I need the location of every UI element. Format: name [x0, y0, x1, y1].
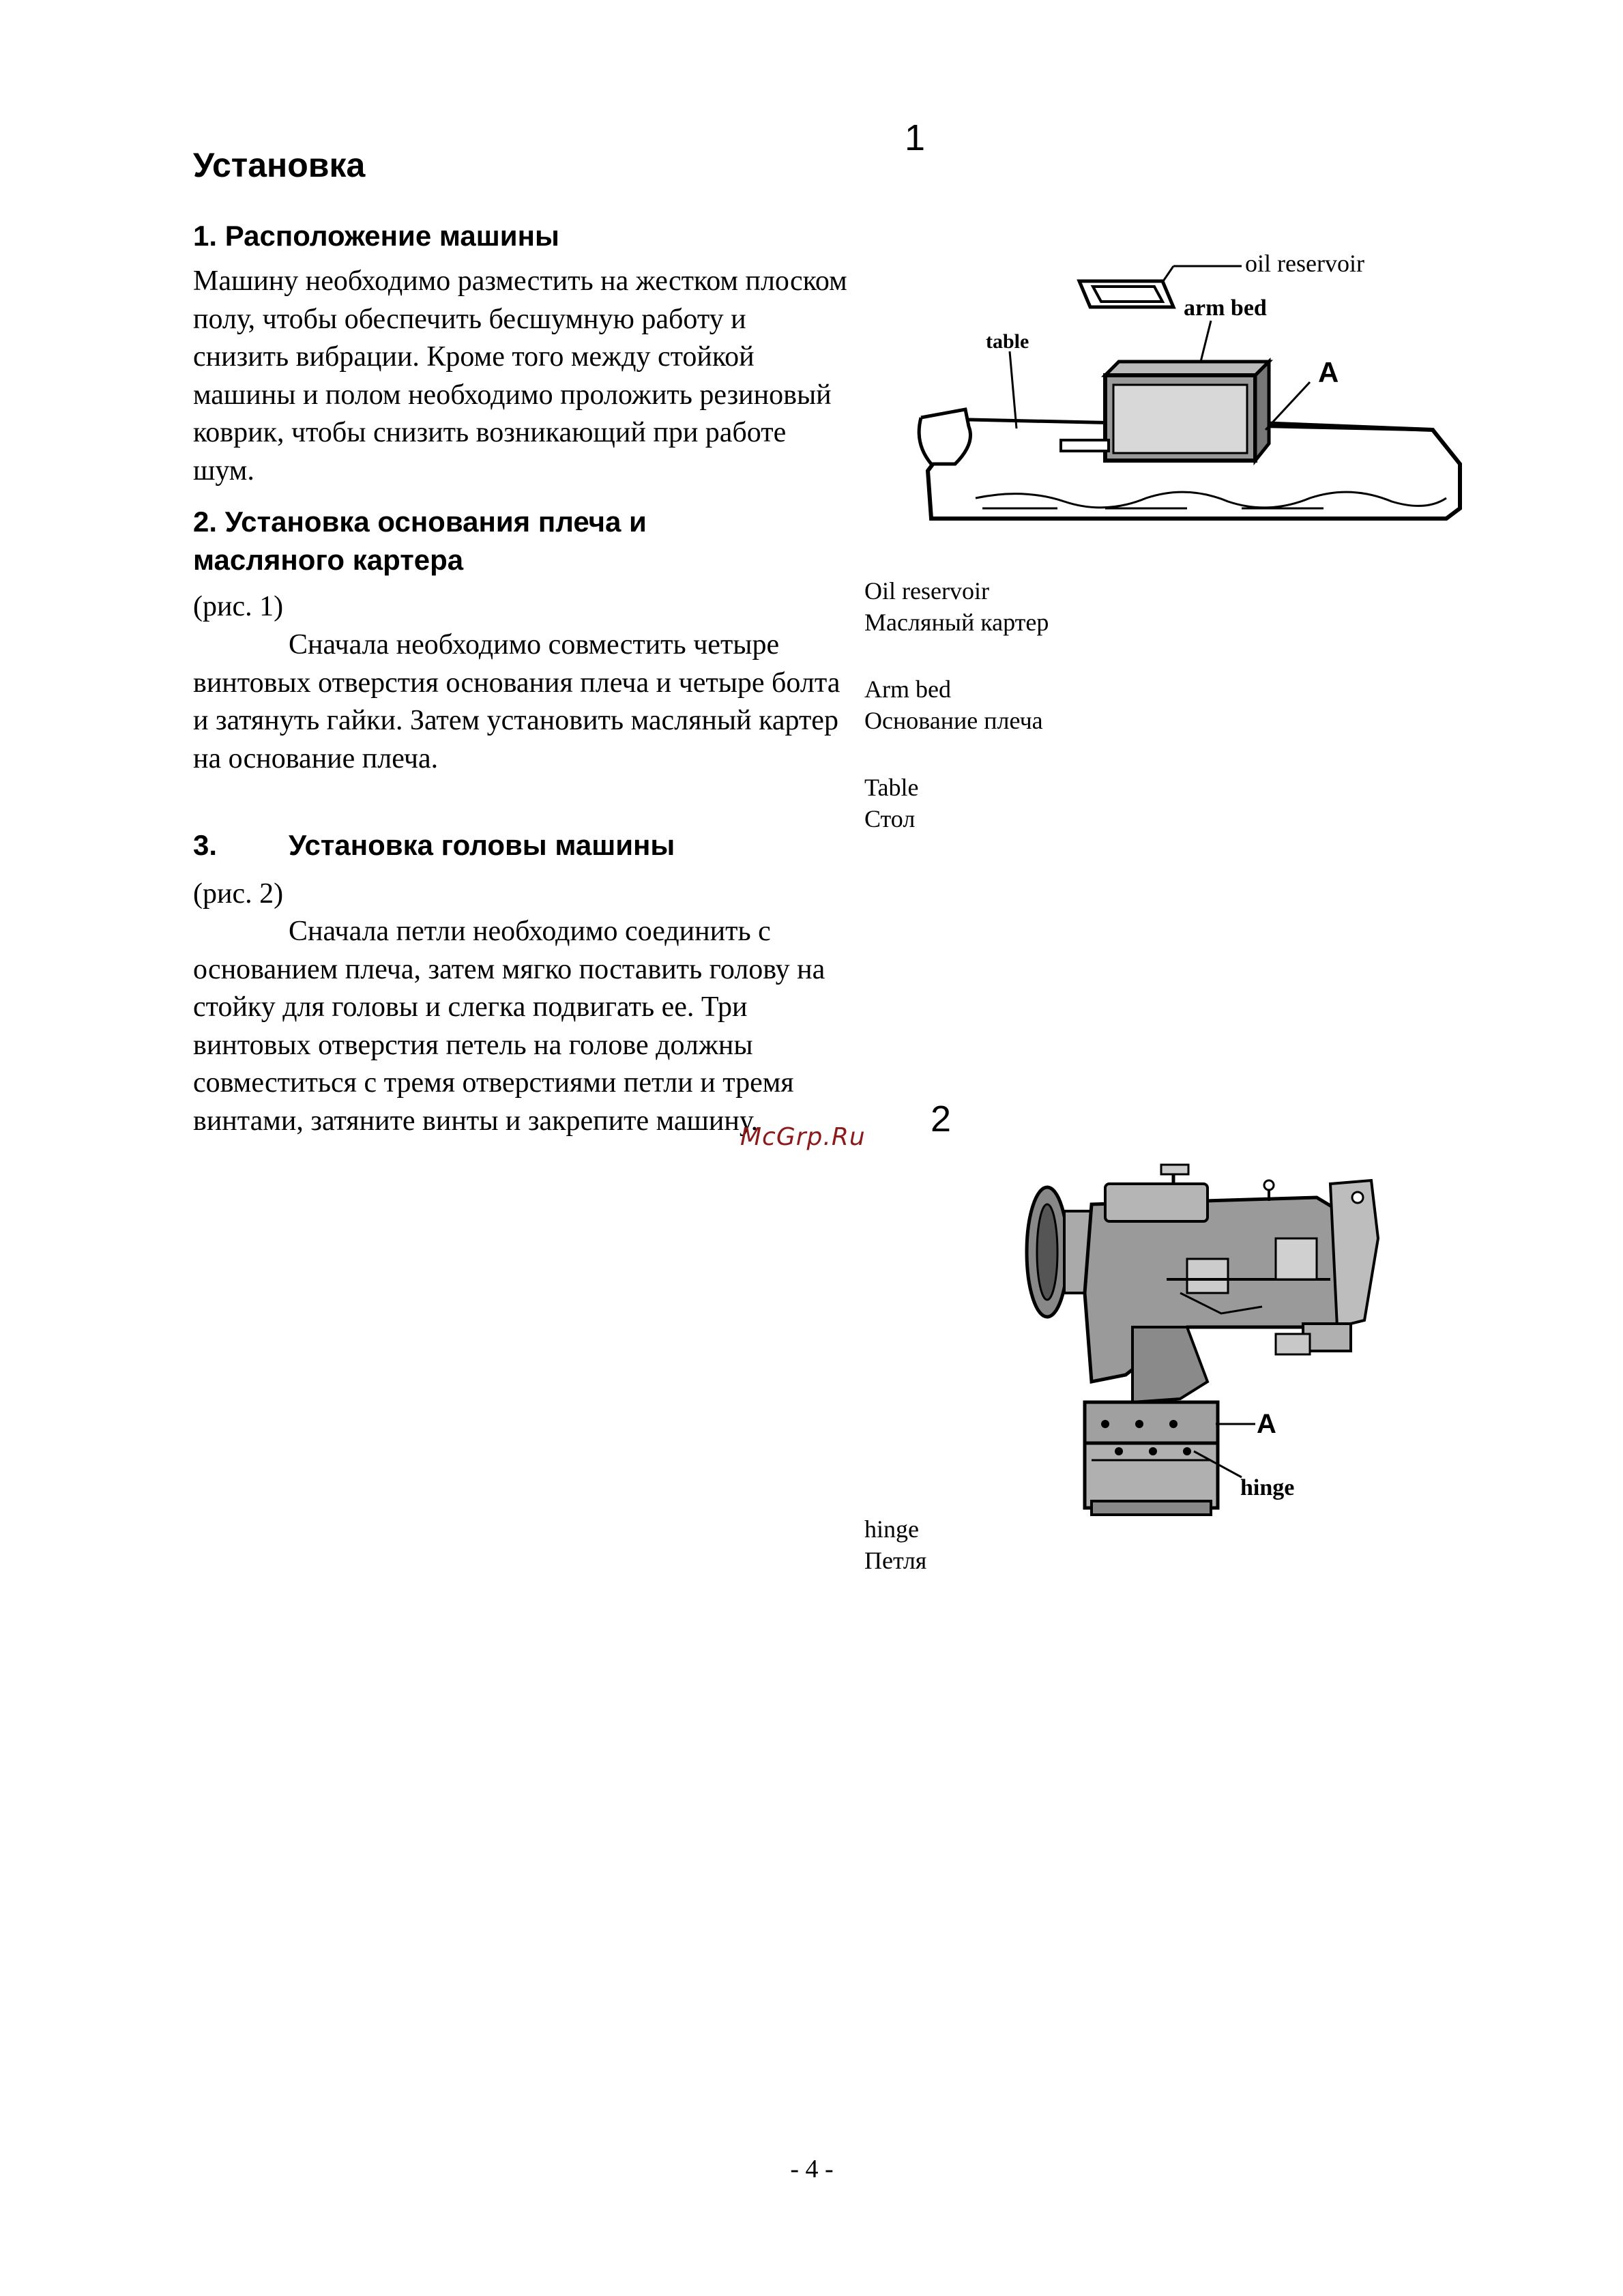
label-a-2: A [1257, 1409, 1276, 1439]
page-title: Установка [193, 146, 366, 184]
figure-1-captions [864, 575, 1342, 834]
arm-bed-leader [1201, 321, 1211, 362]
caption-table-en: Table [864, 774, 919, 801]
section-3-title: Установка головы машины [289, 829, 675, 861]
section-3-text-content: Сначала петли необходимо соединить с основанием плеча, затем мягко поставить голову на стойку для головы и слегка подвигать ее. Три винтовых отверстия петель на голове должны совместиться с тремя отверстиями петли и тремя винтами, затяните винты и закрепите машину. [193, 916, 825, 1137]
arm-bed-drawing [1061, 362, 1269, 461]
label-table: table [986, 330, 1029, 353]
label-oil-reservoir: oil reservoir [1245, 250, 1364, 277]
table-leader [1010, 351, 1017, 428]
figure-1-illustration [901, 239, 1474, 539]
section-1-heading: 1. Расположение машины [193, 220, 559, 252]
caption-hinge-ru: Петля [864, 1547, 927, 1574]
figure-2-number: 2 [931, 1099, 952, 1139]
watermark: McGrp.Ru [740, 1123, 866, 1151]
section-2-heading [193, 503, 821, 579]
figure-2-captions [864, 1513, 1342, 1576]
section-1-text: Машину необходимо разместить на жестком плоском полу, чтобы обеспечить бесшумную работу и снизить вибрации. Кроме того между стойкой машины и полом необходимо проложить резиновый коврик, чтобы снизить возникающий при работе шум. [193, 265, 847, 486]
caption-arm-bed-en: Arm bed [864, 675, 951, 703]
section-2-heading-line1: 2. Установка основания плеча и [193, 506, 647, 538]
section-2-figure-ref: (рис. 1) [193, 591, 284, 622]
caption-table-ru: Стол [864, 805, 916, 832]
caption-oil-reservoir-ru: Масляный картер [864, 609, 1049, 636]
section-2-heading-line2: масляного картера [193, 544, 464, 576]
handwheel-drawing [1027, 1187, 1092, 1317]
figure-1-number: 1 [905, 117, 926, 158]
section-2-text-content: Сначала необходимо совместить четыре винтовых отверстия основания плеча и четыре болта и затянуть гайки. Затем установить масляный картер на основание плеча. [193, 629, 840, 774]
caption-hinge-en: hinge [864, 1515, 919, 1543]
label-hinge: hinge [1240, 1475, 1295, 1500]
section-2-text [193, 626, 848, 778]
section-3-figure-ref: (рис. 2) [193, 878, 284, 910]
section-3-number: 3. [193, 829, 218, 861]
section-3-text [193, 913, 848, 1140]
figure-2-illustration [1017, 1157, 1453, 1518]
page-number: - 4 - [790, 2155, 834, 2183]
machine-base-drawing [1085, 1402, 1218, 1515]
machine-arm-drawing [1085, 1165, 1378, 1402]
label-a: A [1318, 356, 1339, 388]
caption-arm-bed-ru: Основание плеча [864, 707, 1043, 734]
section-3-heading [193, 826, 821, 864]
caption-oil-reservoir-en: Oil reservoir [864, 577, 989, 605]
label-arm-bed: arm bed [1184, 295, 1267, 321]
